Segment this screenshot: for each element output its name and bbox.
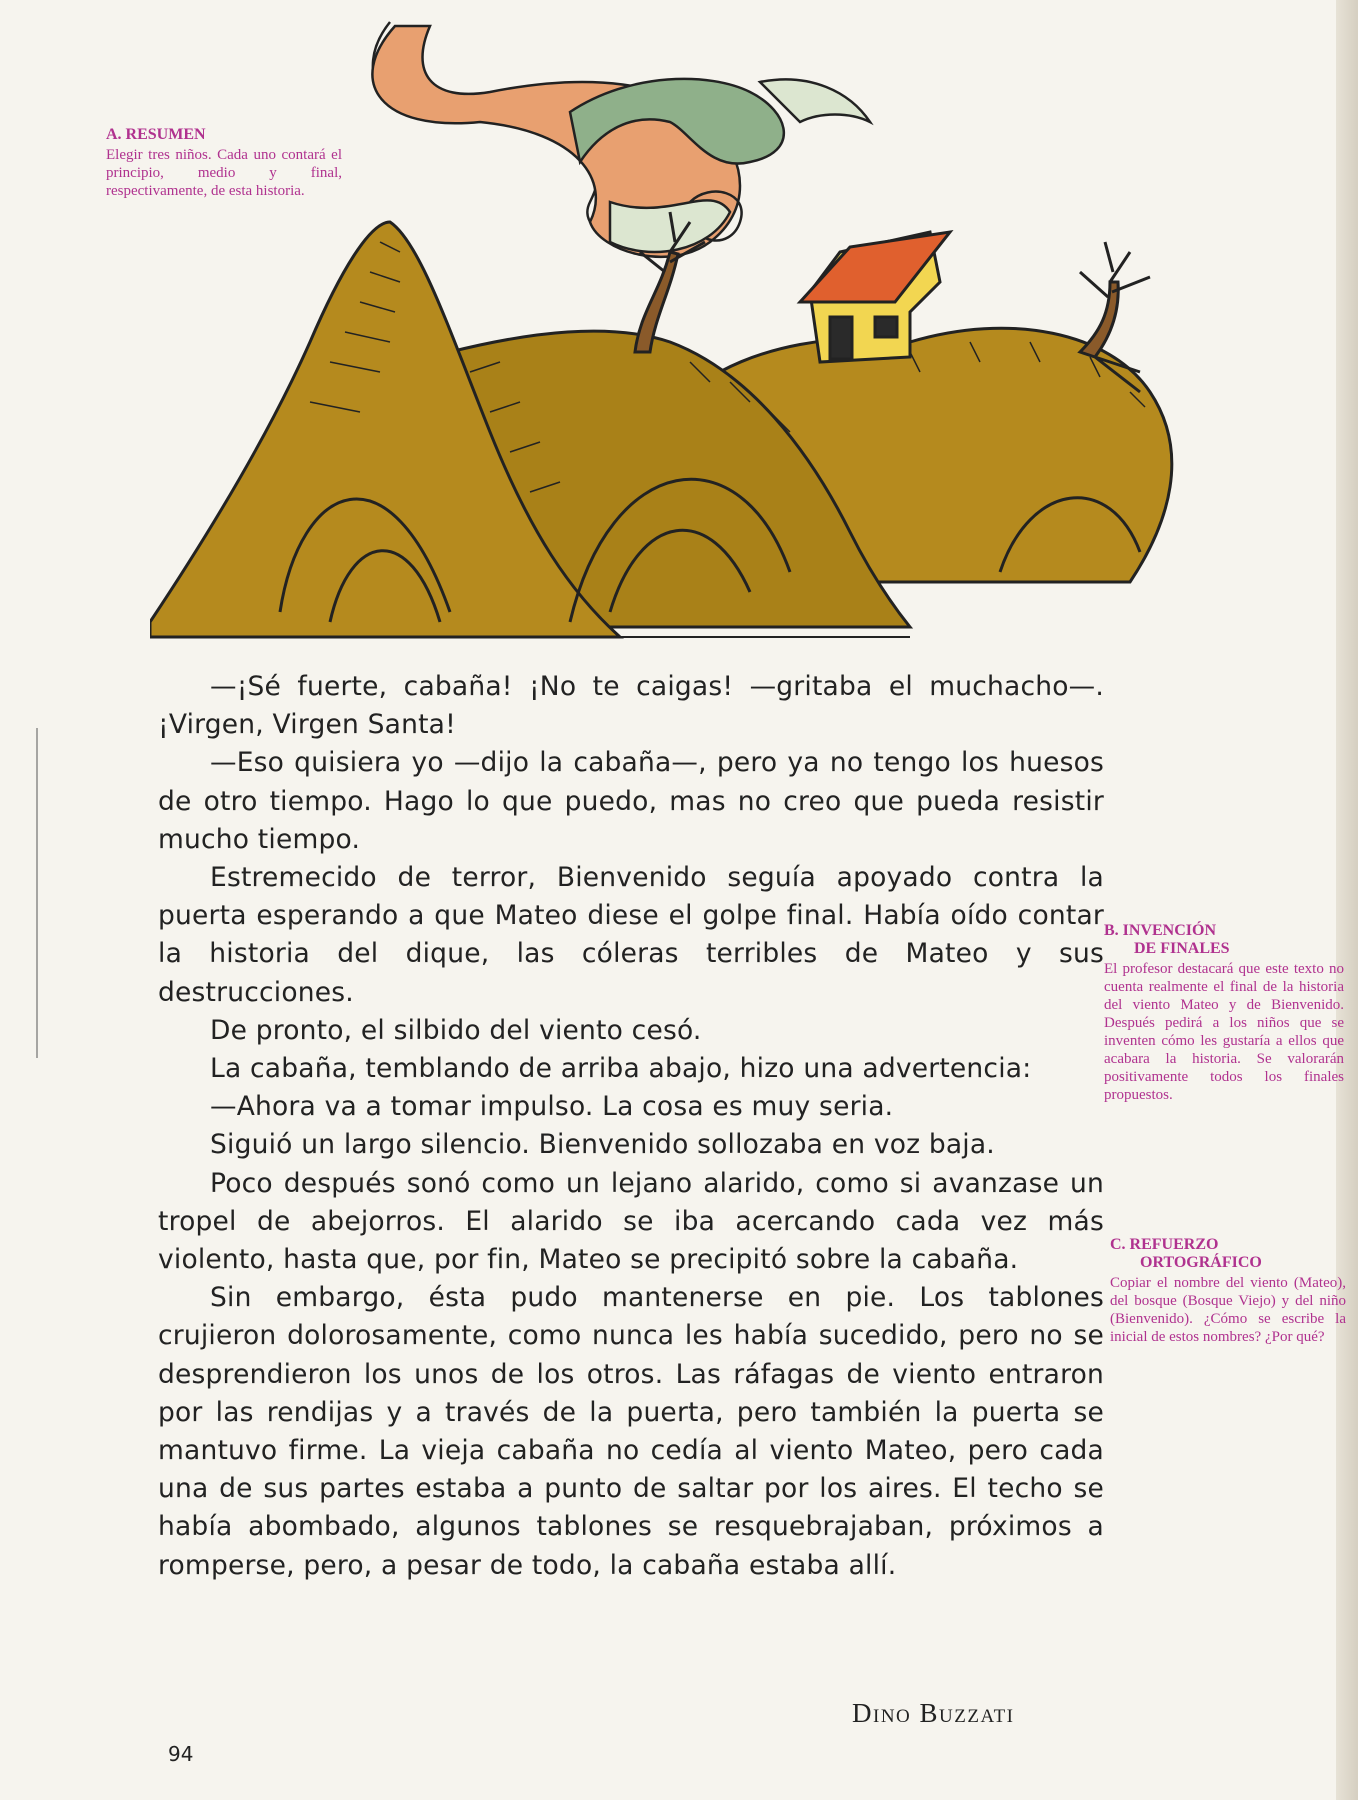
story-illustration <box>150 12 1280 652</box>
paragraph: De pronto, el silbido del viento cesó. <box>210 1014 702 1046</box>
note-heading: A. RESUMEN <box>106 126 206 143</box>
paragraph: Siguió un largo silencio. Bienvenido sollozaba en voz baja. <box>210 1129 995 1161</box>
paragraph: Estremecido de terror, Bienvenido seguía apoyado contra la puerta esperando a que Mateo diese el golpe final. Había oído contar la historia del dique, las cóleras terribles de Mateo y sus destrucciones. <box>158 862 1104 1008</box>
margin-mark <box>36 728 38 1058</box>
note-heading <box>1110 1236 1346 1272</box>
note-heading-line1: C. REFUERZO <box>1110 1236 1219 1253</box>
paragraph: —¡Sé fuerte, cabaña! ¡No te caigas! —gritaba el muchacho—. ¡Virgen, Virgen Santa! <box>158 671 1104 741</box>
note-heading-line2: DE FINALES <box>1134 940 1230 957</box>
paragraph: Poco después sonó como un lejano alarido, como si avanzase un tropel de abejorros. El alarido se iba acercando cada vez más violento, hasta que, por fin, Mateo se precipitó sobre la cabaña. <box>158 1167 1104 1276</box>
note-heading <box>1104 922 1344 958</box>
note-body: El profesor destacará que este texto no cuenta realmente el final de la historia del viento Mateo y de Bienvenido. Después pedirá a los niños que se inventen cómo les gustaría a ellos que acabara la historia. Se valorarán positivamente todos los finales propuestos. <box>1104 961 1344 1103</box>
page-edge <box>1336 0 1358 1800</box>
note-body: Copiar el nombre del viento (Mateo), del bosque (Bosque Viejo) y del niño (Bienvenido). ¿Cómo se escribe la inicial de estos nombres? ¿Por qué? <box>1110 1275 1346 1345</box>
paragraph: La cabaña, temblando de arriba abajo, hizo una advertencia: <box>210 1053 1032 1085</box>
margin-note-invencion <box>1104 922 1344 1104</box>
note-heading-line2: ORTOGRÁFICO <box>1140 1254 1262 1271</box>
paragraph: Sin embargo, ésta pudo mantenerse en pie. Los tablones crujieron dolorosamente, como nunca les había sucedido, pero no se desprendieron los unos de los otros. Las ráfagas de viento entraron por las rendijas y a través de la puerta, pero también la puerta se mantuvo firme. La vieja cabaña no cedía al viento Mateo, pero cada una de sus partes estaba a punto de saltar por los aires. El techo se había abombado, algunos tablones se resquebrajaban, próximos a romperse, pero, a pesar de todo, la cabaña estaba allí. <box>158 1282 1104 1581</box>
note-heading-line1: B. INVENCIÓN <box>1104 922 1217 939</box>
page-number: 94 <box>168 1742 194 1766</box>
paragraph: —Eso quisiera yo —dijo la cabaña—, pero ya no tengo los huesos de otro tiempo. Hago lo que puedo, mas no creo que pueda resistir mucho tiempo. <box>158 747 1104 855</box>
wind-swirl <box>372 22 870 257</box>
note-body: Elegir tres niños. Cada uno contará el principio, medio y final, respectivamente, de esta historia. <box>106 147 342 199</box>
author-name: Dino Buzzati <box>852 1698 1015 1728</box>
story-text <box>158 668 1104 1585</box>
paragraph: —Ahora va a tomar impulso. La cosa es muy seria. <box>210 1091 894 1123</box>
margin-note-refuerzo <box>1110 1236 1346 1346</box>
